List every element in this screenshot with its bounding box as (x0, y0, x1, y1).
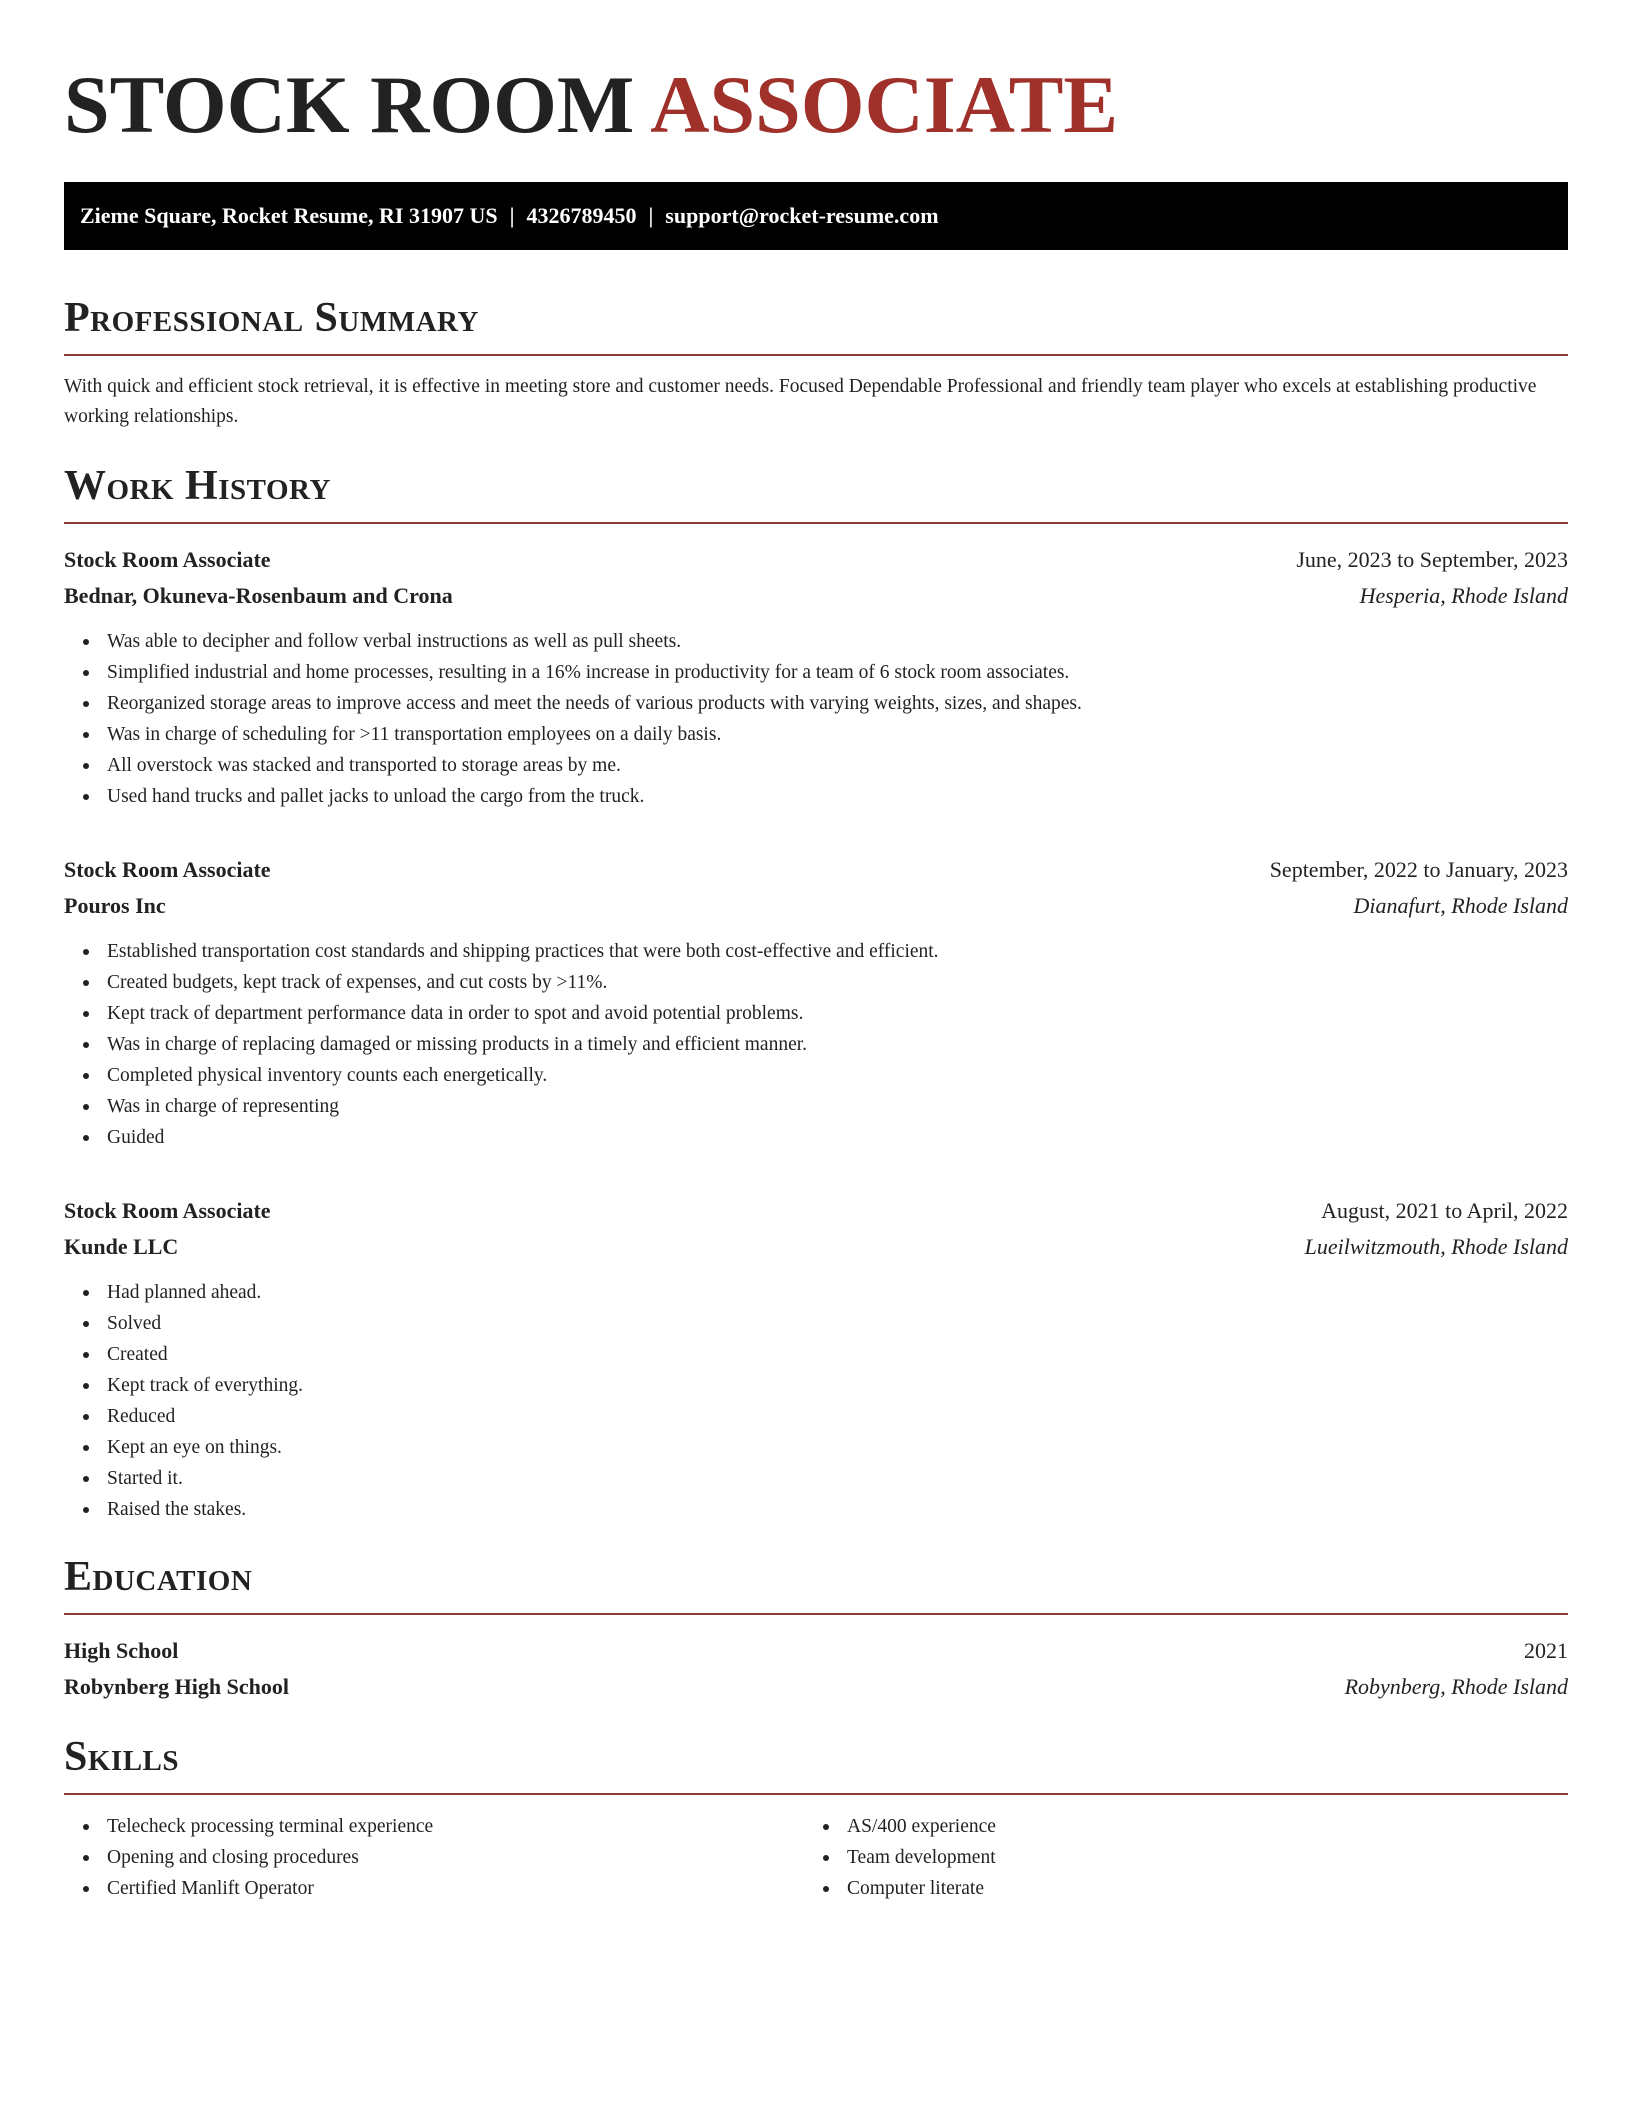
education-school-row (64, 1669, 1568, 1705)
list-item: Computer literate (847, 1873, 996, 1904)
list-item: Created budgets, kept track of expenses, and cut costs by >11%. (107, 967, 1568, 998)
list-item: Used hand trucks and pallet jacks to unload the cargo from the truck. (107, 781, 1568, 812)
list-item: Was able to decipher and follow verbal instructions as well as pull sheets. (107, 626, 1568, 657)
resume-page (64, 0, 1568, 1904)
list-item: Reorganized storage areas to improve access and meet the needs of various products with varying weights, sizes, and shapes. (107, 688, 1568, 719)
job-dates: August, 2021 to April, 2022 (1321, 1198, 1568, 1223)
list-item: Was in charge of scheduling for >11 transportation employees on a daily basis. (107, 719, 1568, 750)
job-entry (64, 1193, 1568, 1525)
contact-address: Zieme Square, Rocket Resume, RI 31907 US (80, 203, 498, 228)
title-part-2: ASSOCIATE (650, 59, 1119, 150)
education-entry (64, 1633, 1568, 1705)
job-title: Stock Room Associate (64, 857, 271, 882)
job-entry (64, 542, 1568, 812)
skills-column-2 (804, 1811, 996, 1904)
list-item: Was in charge of representing (107, 1091, 1568, 1122)
job-company: Pouros Inc (64, 893, 166, 918)
list-item: Telecheck processing terminal experience (107, 1811, 804, 1842)
job-bullets (64, 936, 1568, 1153)
education-school: Robynberg High School (64, 1674, 289, 1699)
job-location: Dianafurt, Rhode Island (1353, 893, 1568, 918)
title-part-1: STOCK ROOM (64, 59, 635, 150)
job-dates: September, 2022 to January, 2023 (1269, 857, 1568, 882)
summary-text: With quick and efficient stock retrieval, it is effective in meeting store and customer needs. Focused Dependable Professional and friendly team player who excels at establishing productive working relationships. (64, 376, 1537, 427)
section-heading-education: Education (64, 1553, 1568, 1615)
education-location: Robynberg, Rhode Island (1344, 1674, 1568, 1699)
job-company-row (64, 888, 1568, 924)
job-dates: June, 2023 to September, 2023 (1296, 547, 1568, 572)
contact-separator: | (509, 203, 515, 228)
list-item: Was in charge of replacing damaged or missing products in a timely and efficient manner. (107, 1029, 1568, 1060)
job-location: Lueilwitzmouth, Rhode Island (1304, 1234, 1568, 1259)
list-item: Certified Manlift Operator (107, 1873, 804, 1904)
contact-phone: 4326789450 (526, 203, 637, 228)
list-item: Guided (107, 1122, 1568, 1153)
education-degree: High School (64, 1638, 179, 1663)
section-heading-skills: Skills (64, 1733, 1568, 1795)
job-title: Stock Room Associate (64, 547, 271, 572)
education-header-row (64, 1633, 1568, 1669)
section-heading-summary: Professional Summary (64, 294, 1568, 356)
job-location: Hesperia, Rhode Island (1359, 583, 1568, 608)
job-title: Stock Room Associate (64, 1198, 271, 1223)
job-entry (64, 852, 1568, 1153)
list-item: Opening and closing procedures (107, 1842, 804, 1873)
job-company: Kunde LLC (64, 1234, 179, 1259)
job-header-row (64, 542, 1568, 578)
list-item: Kept track of everything. (107, 1370, 1568, 1401)
job-header-row (64, 1193, 1568, 1229)
resume-title (64, 58, 1568, 152)
education-year: 2021 (1524, 1638, 1568, 1663)
job-company-row (64, 1229, 1568, 1265)
job-company: Bednar, Okuneva-Rosenbaum and Crona (64, 583, 453, 608)
skills-column-1 (64, 1811, 804, 1904)
list-item: Simplified industrial and home processes, resulting in a 16% increase in productivity for a team of 6 stock room associates. (107, 657, 1568, 688)
job-bullets (64, 1277, 1568, 1525)
list-item: Kept track of department performance data in order to spot and avoid potential problems. (107, 998, 1568, 1029)
skills-list (64, 1811, 1568, 1904)
list-item: All overstock was stacked and transported to storage areas by me. (107, 750, 1568, 781)
list-item: Solved (107, 1308, 1568, 1339)
job-company-row (64, 578, 1568, 614)
list-item: Reduced (107, 1401, 1568, 1432)
job-header-row (64, 852, 1568, 888)
list-item: Raised the stakes. (107, 1494, 1568, 1525)
list-item: Started it. (107, 1463, 1568, 1494)
contact-separator: | (648, 203, 654, 228)
list-item: Completed physical inventory counts each energetically. (107, 1060, 1568, 1091)
contact-bar (64, 182, 1568, 250)
list-item: Had planned ahead. (107, 1277, 1568, 1308)
section-heading-work-history: Work History (64, 462, 1568, 524)
list-item: Kept an eye on things. (107, 1432, 1568, 1463)
job-bullets (64, 626, 1568, 812)
contact-email: support@rocket-resume.com (665, 203, 939, 228)
list-item: Established transportation cost standards and shipping practices that were both cost-effective and efficient. (107, 936, 1568, 967)
list-item: AS/400 experience (847, 1811, 996, 1842)
list-item: Created (107, 1339, 1568, 1370)
list-item: Team development (847, 1842, 996, 1873)
